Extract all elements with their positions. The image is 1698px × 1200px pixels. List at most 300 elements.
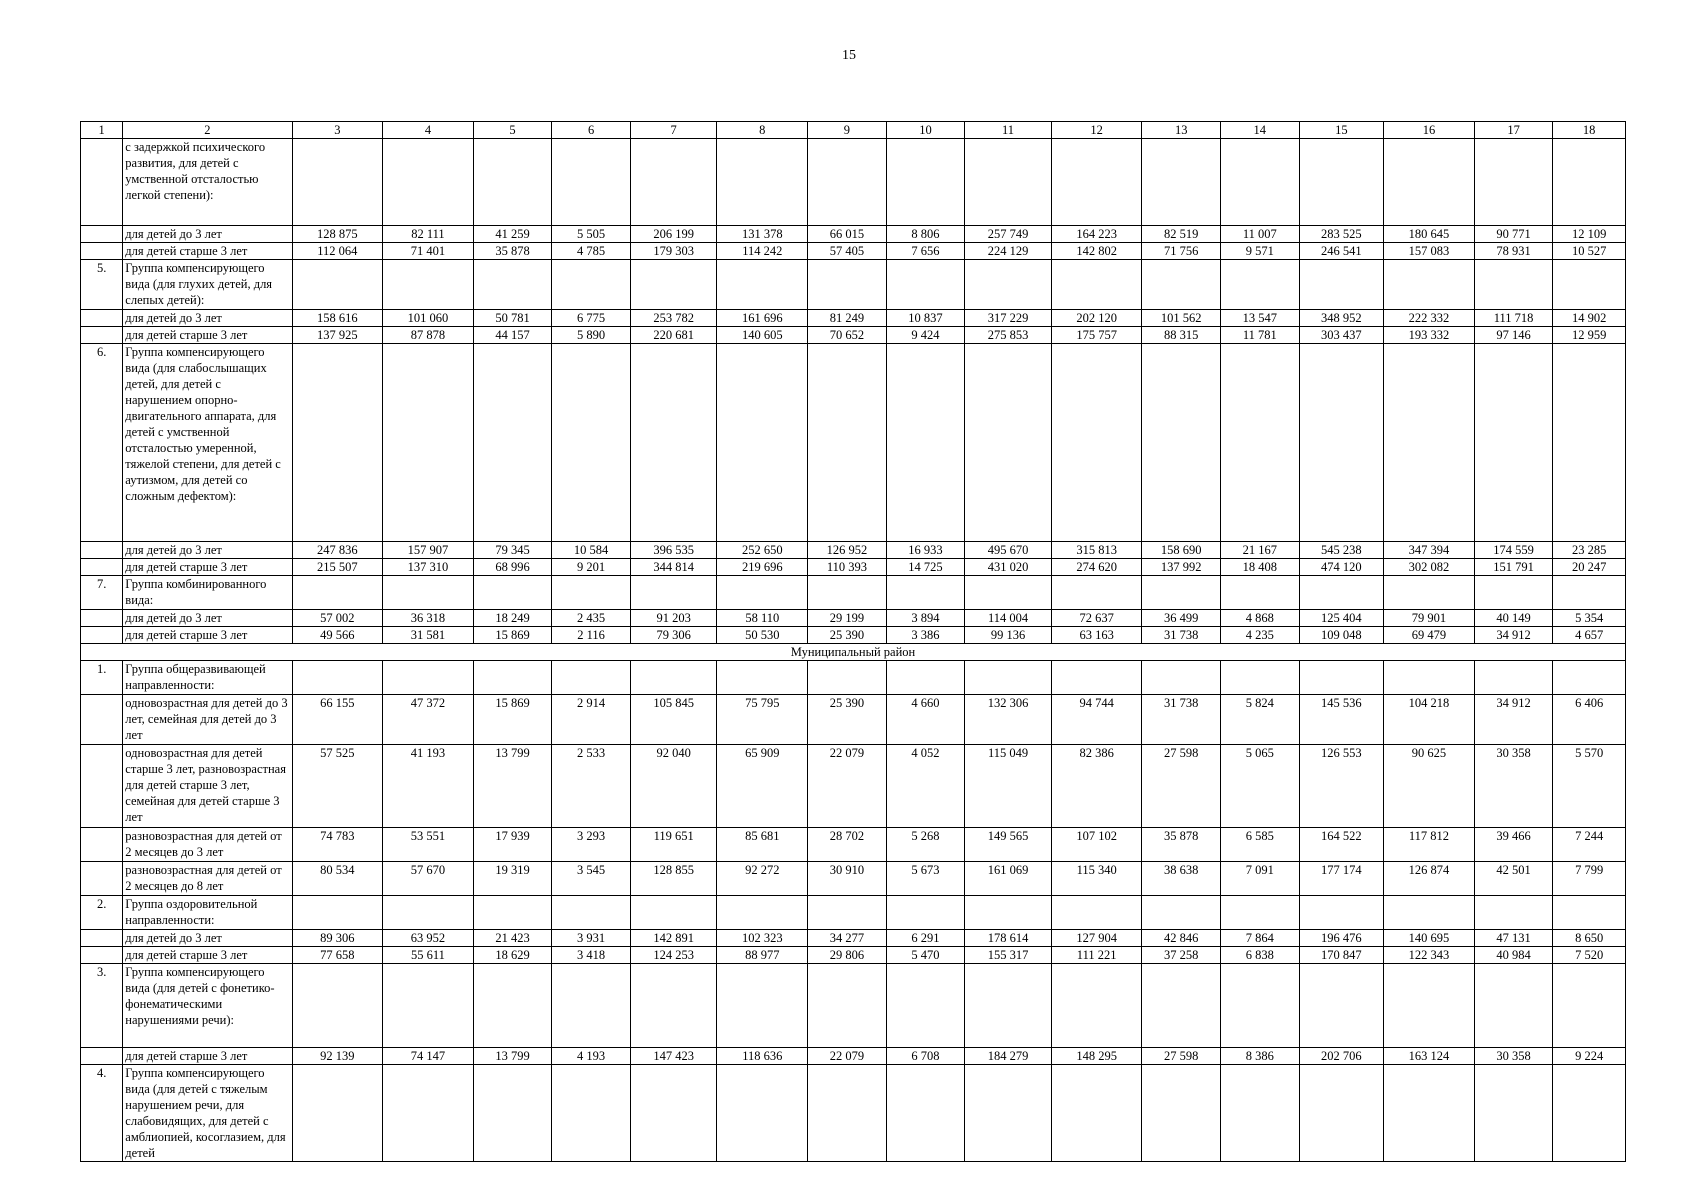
row-index-cell: 5. [81,260,123,310]
value-cell: 196 476 [1299,930,1384,947]
value-cell: 55 611 [383,947,474,964]
table-row [81,226,1626,243]
value-cell: 4 868 [1221,610,1300,627]
value-cell [717,1065,808,1162]
value-cell: 88 977 [717,947,808,964]
value-cell: 149 565 [965,828,1052,862]
value-cell: 9 224 [1553,1048,1626,1065]
value-cell: 18 249 [473,610,552,627]
page-number: 15 [842,48,856,63]
value-cell: 7 520 [1553,947,1626,964]
value-cell [383,576,474,610]
value-cell: 206 199 [630,226,717,243]
value-cell [383,964,474,1048]
value-cell: 157 083 [1384,243,1475,260]
value-cell: 68 996 [473,559,552,576]
value-cell: 63 952 [383,930,474,947]
value-cell: 170 847 [1299,947,1384,964]
value-cell: 40 149 [1474,610,1553,627]
value-cell [1474,576,1553,610]
table-row [81,661,1626,695]
value-cell: 28 702 [808,828,887,862]
value-cell: 117 812 [1384,828,1475,862]
value-cell: 6 585 [1221,828,1300,862]
value-cell [808,260,887,310]
value-cell: 302 082 [1384,559,1475,576]
value-cell: 34 277 [808,930,887,947]
value-cell: 25 390 [808,695,887,745]
value-cell [1051,260,1142,310]
value-cell: 72 637 [1051,610,1142,627]
column-number-cell: 6 [552,122,631,139]
value-cell: 85 681 [717,828,808,862]
value-cell: 161 069 [965,862,1052,896]
table-row [81,745,1626,828]
row-index-cell: 2. [81,896,123,930]
value-cell [473,139,552,226]
value-cell: 220 681 [630,327,717,344]
row-index-cell [81,610,123,627]
value-cell [383,661,474,695]
value-cell: 9 424 [886,327,965,344]
value-cell: 5 470 [886,947,965,964]
row-label-cell: для детей старше 3 лет [123,947,292,964]
value-cell: 124 253 [630,947,717,964]
value-cell [965,139,1052,226]
value-cell [552,964,631,1048]
value-cell: 90 625 [1384,745,1475,828]
value-cell [717,344,808,542]
value-cell: 2 914 [552,695,631,745]
value-cell: 545 238 [1299,542,1384,559]
value-cell: 283 525 [1299,226,1384,243]
table-row [81,1048,1626,1065]
value-cell: 77 658 [292,947,383,964]
value-cell [383,344,474,542]
value-cell: 12 109 [1553,226,1626,243]
value-cell: 348 952 [1299,310,1384,327]
header-row [81,122,1626,139]
value-cell: 41 193 [383,745,474,828]
value-cell: 495 670 [965,542,1052,559]
value-cell [886,260,965,310]
value-cell [808,964,887,1048]
value-cell: 11 007 [1221,226,1300,243]
value-cell [1221,260,1300,310]
table-row [81,627,1626,644]
value-cell: 3 386 [886,627,965,644]
value-cell: 30 358 [1474,745,1553,828]
value-cell [886,1065,965,1162]
value-cell [292,260,383,310]
value-cell [630,576,717,610]
value-cell [1299,661,1384,695]
value-cell: 347 394 [1384,542,1475,559]
value-cell: 57 405 [808,243,887,260]
value-cell: 8 650 [1553,930,1626,947]
value-cell: 3 418 [552,947,631,964]
value-cell: 247 836 [292,542,383,559]
value-cell: 74 783 [292,828,383,862]
value-cell: 31 581 [383,627,474,644]
value-cell: 5 673 [886,862,965,896]
value-cell [1474,896,1553,930]
value-cell [1474,260,1553,310]
value-cell: 396 535 [630,542,717,559]
value-cell [717,576,808,610]
value-cell [717,964,808,1048]
row-label-cell: для детей до 3 лет [123,226,292,243]
value-cell [630,1065,717,1162]
value-cell: 2 435 [552,610,631,627]
section-title: Муниципальный район [81,644,1626,661]
column-number-cell: 14 [1221,122,1300,139]
value-cell: 163 124 [1384,1048,1475,1065]
value-cell: 9 571 [1221,243,1300,260]
value-cell: 50 781 [473,310,552,327]
value-cell: 142 891 [630,930,717,947]
value-cell: 140 695 [1384,930,1475,947]
value-cell: 27 598 [1142,1048,1221,1065]
value-cell: 34 912 [1474,627,1553,644]
value-cell [1142,1065,1221,1162]
value-cell: 126 952 [808,542,887,559]
row-index-cell [81,745,123,828]
value-cell: 18 408 [1221,559,1300,576]
value-cell [1051,964,1142,1048]
value-cell: 94 744 [1051,695,1142,745]
column-number-cell: 7 [630,122,717,139]
value-cell: 252 650 [717,542,808,559]
value-cell [383,260,474,310]
value-cell [552,139,631,226]
value-cell: 22 079 [808,745,887,828]
value-cell: 22 079 [808,1048,887,1065]
column-number-cell: 13 [1142,122,1221,139]
value-cell [1384,576,1475,610]
value-cell [1553,260,1626,310]
value-cell: 115 049 [965,745,1052,828]
value-cell [1051,1065,1142,1162]
value-cell [965,344,1052,542]
value-cell: 30 910 [808,862,887,896]
value-cell: 15 869 [473,627,552,644]
value-cell: 49 566 [292,627,383,644]
row-label-cell: для детей старше 3 лет [123,627,292,644]
value-cell: 16 933 [886,542,965,559]
value-cell: 126 874 [1384,862,1475,896]
value-cell: 40 984 [1474,947,1553,964]
value-cell: 177 174 [1299,862,1384,896]
value-cell: 5 570 [1553,745,1626,828]
value-cell: 34 912 [1474,695,1553,745]
value-cell: 8 806 [886,226,965,243]
value-cell: 79 345 [473,542,552,559]
value-cell [630,896,717,930]
value-cell: 23 285 [1553,542,1626,559]
row-index-cell [81,1048,123,1065]
value-cell [965,964,1052,1048]
value-cell [717,260,808,310]
value-cell: 147 423 [630,1048,717,1065]
value-cell [1051,896,1142,930]
value-cell: 145 536 [1299,695,1384,745]
column-number-cell: 15 [1299,122,1384,139]
value-cell: 5 354 [1553,610,1626,627]
value-cell [1142,964,1221,1048]
value-cell [473,964,552,1048]
value-cell: 99 136 [965,627,1052,644]
value-cell [965,896,1052,930]
row-label-cell: Группа компенсирующего вида (для детей с тяжелым нарушением речи, для слабовидящих, для детей с амблиопией, косоглазием, для детей [123,1065,292,1162]
value-cell: 14 725 [886,559,965,576]
row-label-cell: одновозрастная для детей старше 3 лет, разновозрастная для детей старше 3 лет, семейная для детей старше 3 лет [123,745,292,828]
value-cell: 253 782 [630,310,717,327]
table-row [81,610,1626,627]
value-cell: 317 229 [965,310,1052,327]
value-cell [1221,139,1300,226]
table-row [81,542,1626,559]
value-cell: 6 708 [886,1048,965,1065]
table-row [81,260,1626,310]
column-number-cell: 10 [886,122,965,139]
value-cell: 19 319 [473,862,552,896]
value-cell: 118 636 [717,1048,808,1065]
value-cell [292,661,383,695]
row-label-cell: для детей старше 3 лет [123,559,292,576]
table-row [81,947,1626,964]
value-cell [292,1065,383,1162]
value-cell [552,344,631,542]
row-index-cell [81,226,123,243]
value-cell [1299,964,1384,1048]
value-cell: 344 814 [630,559,717,576]
value-cell: 13 547 [1221,310,1300,327]
column-number-cell: 18 [1553,122,1626,139]
value-cell: 29 806 [808,947,887,964]
table-row [81,310,1626,327]
value-cell [383,139,474,226]
value-cell [1051,344,1142,542]
value-cell: 36 318 [383,610,474,627]
value-cell: 66 155 [292,695,383,745]
value-cell: 6 406 [1553,695,1626,745]
value-cell [1221,661,1300,695]
column-number-cell: 3 [292,122,383,139]
value-cell: 112 064 [292,243,383,260]
value-cell: 128 855 [630,862,717,896]
row-label-cell: разновозрастная для детей от 2 месяцев до 8 лет [123,862,292,896]
value-cell: 53 551 [383,828,474,862]
row-label-cell: Группа компенсирующего вида (для глухих детей, для слепых детей): [123,260,292,310]
value-cell: 122 343 [1384,947,1475,964]
row-label-cell: для детей до 3 лет [123,542,292,559]
value-cell [1299,139,1384,226]
table-row [81,695,1626,745]
value-cell: 44 157 [473,327,552,344]
value-cell [1299,896,1384,930]
value-cell: 36 499 [1142,610,1221,627]
value-cell: 158 616 [292,310,383,327]
value-cell: 7 244 [1553,828,1626,862]
value-cell: 88 315 [1142,327,1221,344]
value-cell [1553,964,1626,1048]
value-cell: 161 696 [717,310,808,327]
value-cell: 175 757 [1051,327,1142,344]
value-cell: 178 614 [965,930,1052,947]
value-cell: 202 706 [1299,1048,1384,1065]
value-cell [886,344,965,542]
value-cell: 109 048 [1299,627,1384,644]
value-cell: 140 605 [717,327,808,344]
value-cell: 107 102 [1051,828,1142,862]
value-cell: 57 002 [292,610,383,627]
value-cell: 11 781 [1221,327,1300,344]
value-cell: 246 541 [1299,243,1384,260]
column-number-cell: 2 [123,122,292,139]
value-cell [630,661,717,695]
value-cell [965,576,1052,610]
value-cell [473,260,552,310]
row-index-cell [81,139,123,226]
row-label-cell: Группа компенсирующего вида (для слабослышащих детей, для детей с нарушением опорно-двигательного аппарата, для детей с умственной отсталостью умеренной, тяжелой степени, для детей с аутизмом, для детей со сложным дефектом): [123,344,292,542]
value-cell [1299,1065,1384,1162]
table-row [81,559,1626,576]
value-cell: 14 902 [1553,310,1626,327]
value-cell: 21 423 [473,930,552,947]
value-cell: 257 749 [965,226,1052,243]
value-cell: 74 147 [383,1048,474,1065]
value-cell: 102 323 [717,930,808,947]
row-index-cell [81,930,123,947]
value-cell [965,661,1052,695]
value-cell: 87 878 [383,327,474,344]
value-cell [1384,896,1475,930]
value-cell: 20 247 [1553,559,1626,576]
value-cell: 474 120 [1299,559,1384,576]
value-cell: 5 890 [552,327,631,344]
value-cell [1474,661,1553,695]
value-cell [1553,661,1626,695]
value-cell [552,1065,631,1162]
section-row [81,644,1626,661]
value-cell: 184 279 [965,1048,1052,1065]
row-index-cell [81,243,123,260]
value-cell: 70 652 [808,327,887,344]
row-index-cell [81,542,123,559]
value-cell: 3 545 [552,862,631,896]
value-cell: 15 869 [473,695,552,745]
value-cell: 132 306 [965,695,1052,745]
value-cell [473,896,552,930]
column-number-cell: 5 [473,122,552,139]
value-cell [1384,260,1475,310]
row-index-cell: 4. [81,1065,123,1162]
value-cell [1553,896,1626,930]
table-row [81,862,1626,896]
value-cell: 3 894 [886,610,965,627]
value-cell: 3 931 [552,930,631,947]
row-label-cell: для детей старше 3 лет [123,327,292,344]
value-cell: 58 110 [717,610,808,627]
value-cell: 92 040 [630,745,717,828]
value-cell [473,1065,552,1162]
value-cell [292,896,383,930]
value-cell: 431 020 [965,559,1052,576]
value-cell: 81 249 [808,310,887,327]
value-cell: 174 559 [1474,542,1553,559]
value-cell [1221,964,1300,1048]
value-cell: 38 638 [1142,862,1221,896]
value-cell: 66 015 [808,226,887,243]
value-cell: 17 939 [473,828,552,862]
row-index-cell: 3. [81,964,123,1048]
value-cell [1299,260,1384,310]
value-cell [630,260,717,310]
value-cell: 6 838 [1221,947,1300,964]
row-label-cell: для детей до 3 лет [123,610,292,627]
value-cell: 35 878 [1142,828,1221,862]
column-number-cell: 12 [1051,122,1142,139]
value-cell: 105 845 [630,695,717,745]
value-cell [1384,344,1475,542]
value-cell [630,964,717,1048]
row-index-cell: 1. [81,661,123,695]
value-cell: 4 235 [1221,627,1300,644]
row-label-cell: Группа общеразвивающей направленности: [123,661,292,695]
value-cell: 92 272 [717,862,808,896]
value-cell: 114 242 [717,243,808,260]
value-cell [383,1065,474,1162]
value-cell [965,1065,1052,1162]
value-cell [886,964,965,1048]
value-cell [1051,661,1142,695]
value-cell [808,661,887,695]
value-cell [808,344,887,542]
value-cell: 219 696 [717,559,808,576]
value-cell: 5 065 [1221,745,1300,828]
value-cell: 57 525 [292,745,383,828]
value-cell: 128 875 [292,226,383,243]
value-cell [1384,1065,1475,1162]
value-cell: 111 718 [1474,310,1553,327]
value-cell: 142 802 [1051,243,1142,260]
value-cell [1142,576,1221,610]
value-cell: 157 907 [383,542,474,559]
value-cell [1142,260,1221,310]
value-cell: 82 111 [383,226,474,243]
value-cell: 30 358 [1474,1048,1553,1065]
row-index-cell [81,310,123,327]
column-number-cell: 1 [81,122,123,139]
table-body [81,122,1626,1162]
value-cell: 303 437 [1299,327,1384,344]
value-cell: 6 775 [552,310,631,327]
value-cell: 119 651 [630,828,717,862]
value-cell [473,576,552,610]
table-row [81,576,1626,610]
value-cell [717,139,808,226]
value-cell [1474,1065,1553,1162]
value-cell [1474,964,1553,1048]
value-cell [292,964,383,1048]
value-cell [1299,576,1384,610]
value-cell: 4 193 [552,1048,631,1065]
value-cell [630,139,717,226]
table-row [81,327,1626,344]
value-cell: 69 479 [1384,627,1475,644]
value-cell: 41 259 [473,226,552,243]
